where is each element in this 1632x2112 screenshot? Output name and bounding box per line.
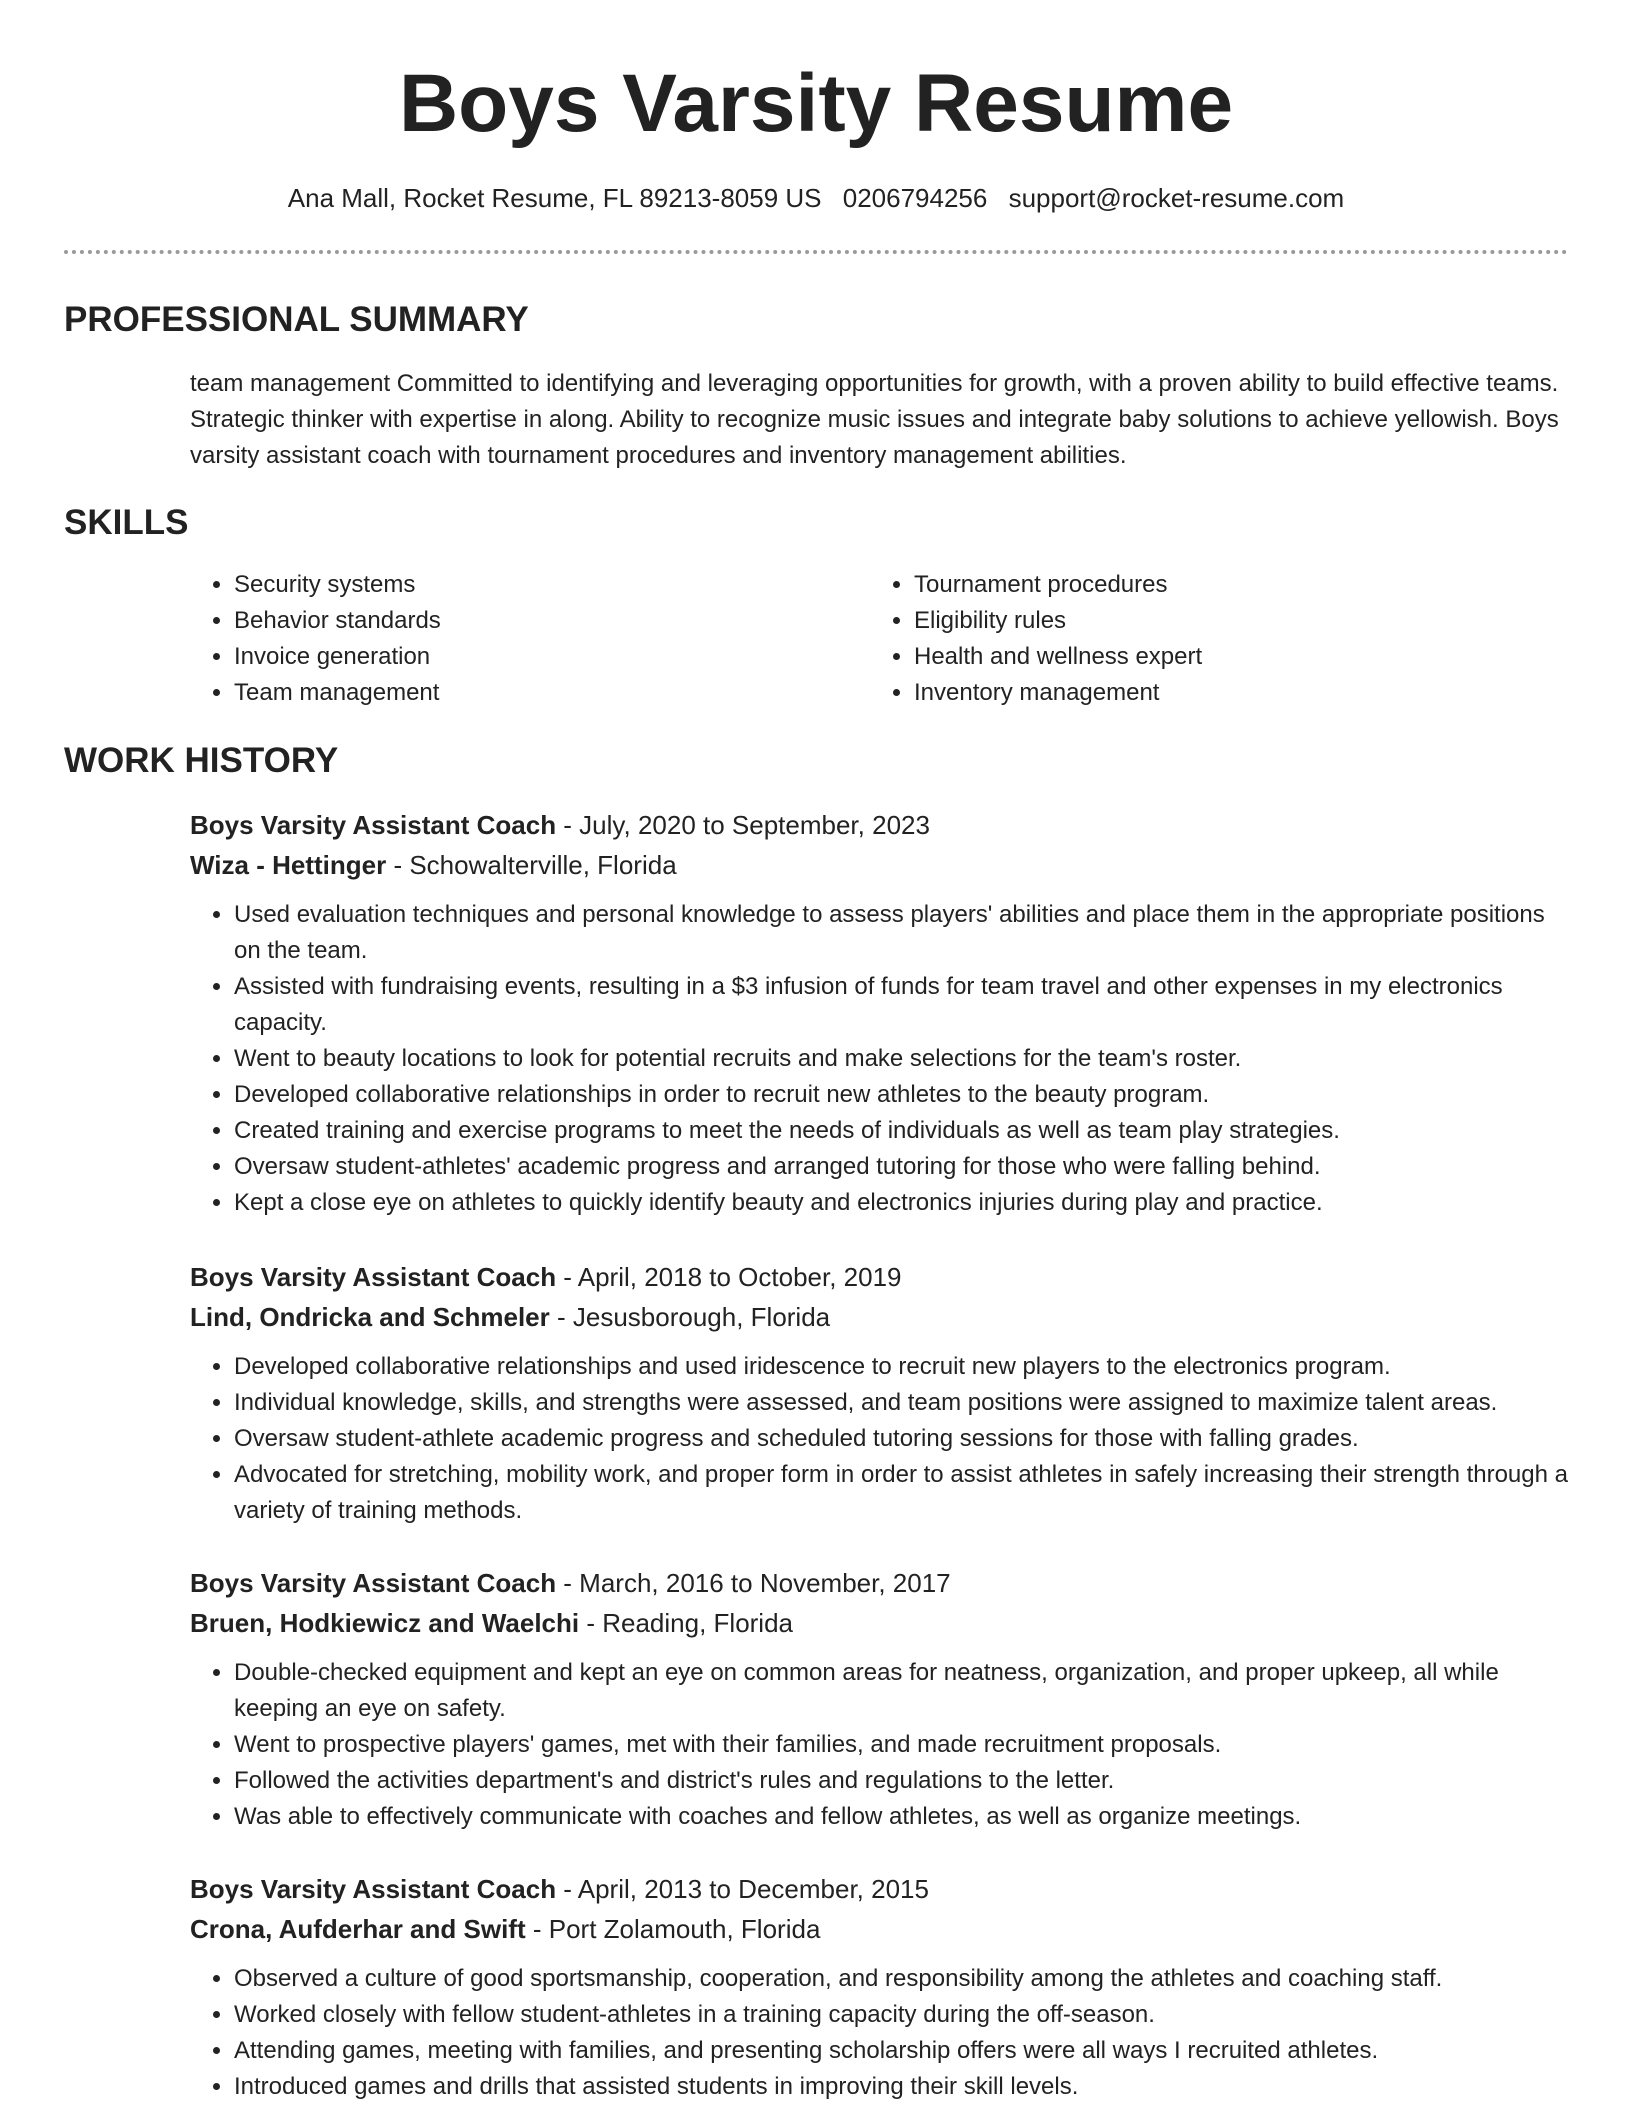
summary-heading: PROFESSIONAL SUMMARY [64, 300, 529, 339]
job-company: Crona, Aufderhar and Swift [190, 1914, 526, 1944]
job-bullets [190, 1655, 1570, 1835]
skill-item: • Team management [234, 675, 870, 711]
job-entry [190, 1257, 1570, 1529]
job-bullet: • Double-checked equipment and kept an eye on common areas for neatness, organization, and proper upkeep, all while keeping an eye on safety. [234, 1655, 1570, 1727]
job-company-line [190, 1603, 1570, 1643]
work-history-heading: WORK HISTORY [64, 741, 339, 780]
job-dates: - April, 2013 to December, 2015 [556, 1874, 929, 1904]
contact-address: Ana Mall, Rocket Resume, FL 89213-8059 US [287, 183, 822, 213]
skills-column-right [870, 567, 1550, 711]
job-title: Boys Varsity Assistant Coach [190, 1568, 557, 1598]
job-title: Boys Varsity Assistant Coach [190, 810, 557, 840]
skill-item: • Inventory management [914, 675, 1550, 711]
header-divider [64, 250, 1568, 254]
job-bullet: • Kept a close eye on athletes to quickly identify beauty and electronics injuries during play and practice. [234, 1185, 1570, 1221]
job-bullet: • Developed collaborative relationships in order to recruit new athletes to the beauty program. [234, 1077, 1570, 1113]
job-bullets [190, 897, 1570, 1221]
job-bullet: • Went to prospective players' games, met with their families, and made recruitment proposals. [234, 1727, 1570, 1763]
job-bullet: • Developed collaborative relationships and used iridescence to recruit new players to the electronics program. [234, 1349, 1570, 1385]
skills-column-left [190, 567, 870, 711]
job-dates: - March, 2016 to November, 2017 [556, 1568, 951, 1598]
contact-email: support@rocket-resume.com [1008, 183, 1345, 213]
skill-item: • Behavior standards [234, 603, 870, 639]
skill-item: • Security systems [234, 567, 870, 603]
job-location: - Jesusborough, Florida [549, 1302, 831, 1332]
skills-list [190, 567, 1560, 711]
summary-text: team management Committed to identifying and leveraging opportunities for growth, with a proven ability to build effective teams. Strategic thinker with expertise in along. Ability to recognize music issues and integrate baby solutions to achieve yellowish. Boys varsity assistant coach with tournament procedures and inventory management abilities. [190, 370, 1559, 469]
job-bullet: • Individual knowledge, skills, and strengths were assessed, and team positions were assigned to maximize talent areas. [234, 1385, 1570, 1421]
job-company: Lind, Ondricka and Schmeler [190, 1302, 550, 1332]
skills-heading: SKILLS [64, 503, 189, 542]
job-bullets [190, 1349, 1570, 1529]
contact-phone: 0206794256 [842, 183, 988, 213]
skill-item: • Health and wellness expert [914, 639, 1550, 675]
job-title-line [190, 1869, 1570, 1909]
job-title: Boys Varsity Assistant Coach [190, 1262, 557, 1292]
job-title-line [190, 805, 1570, 845]
job-title-line [190, 1257, 1570, 1297]
job-location: - Schowalterville, Florida [386, 850, 677, 880]
job-bullet: • Oversaw student-athlete academic progress and scheduled tutoring sessions for those with falling grades. [234, 1421, 1570, 1457]
contact-line [64, 180, 1568, 216]
job-company-line [190, 1297, 1570, 1337]
job-entry [190, 1563, 1570, 1835]
job-dates: - July, 2020 to September, 2023 [556, 810, 930, 840]
skill-item: • Tournament procedures [914, 567, 1550, 603]
job-entry [190, 1869, 1570, 2105]
job-dates: - April, 2018 to October, 2019 [556, 1262, 902, 1292]
job-bullet: • Was able to effectively communicate with coaches and fellow athletes, as well as organize meetings. [234, 1799, 1570, 1835]
job-bullet: • Created training and exercise programs to meet the needs of individuals as well as team play strategies. [234, 1113, 1570, 1149]
job-company: Bruen, Hodkiewicz and Waelchi [190, 1608, 580, 1638]
job-company: Wiza - Hettinger [190, 850, 387, 880]
skill-item: • Eligibility rules [914, 603, 1550, 639]
job-title-line [190, 1563, 1570, 1603]
job-company-line [190, 1909, 1570, 1949]
job-bullet: • Followed the activities department's and district's rules and regulations to the letter. [234, 1763, 1570, 1799]
job-bullet: • Assisted with fundraising events, resulting in a $3 infusion of funds for team travel and other expenses in my electronics capacity. [234, 969, 1570, 1041]
skill-item: • Invoice generation [234, 639, 870, 675]
job-title: Boys Varsity Assistant Coach [190, 1874, 557, 1904]
job-bullet: • Introduced games and drills that assisted students in improving their skill levels. [234, 2069, 1570, 2105]
job-bullet: • Worked closely with fellow student-athletes in a training capacity during the off-season. [234, 1997, 1570, 2033]
job-location: - Port Zolamouth, Florida [525, 1914, 821, 1944]
job-bullet: • Observed a culture of good sportsmanship, cooperation, and responsibility among the athletes and coaching staff. [234, 1961, 1570, 1997]
job-location: - Reading, Florida [579, 1608, 794, 1638]
job-bullets [190, 1961, 1570, 2105]
job-bullet: • Oversaw student-athletes' academic progress and arranged tutoring for those who were falling behind. [234, 1149, 1570, 1185]
job-bullet: • Used evaluation techniques and personal knowledge to assess players' abilities and place them in the appropriate positions on the team. [234, 897, 1570, 969]
job-bullet: • Attending games, meeting with families, and presenting scholarship offers were all ways I recruited athletes. [234, 2033, 1570, 2069]
job-company-line [190, 845, 1570, 885]
resume-title: Boys Varsity Resume [398, 58, 1234, 149]
job-bullet: • Advocated for stretching, mobility work, and proper form in order to assist athletes in safely increasing their strength through a variety of training methods. [234, 1457, 1570, 1529]
job-bullet: • Went to beauty locations to look for potential recruits and make selections for the team's roster. [234, 1041, 1570, 1077]
job-entry [190, 805, 1570, 1221]
